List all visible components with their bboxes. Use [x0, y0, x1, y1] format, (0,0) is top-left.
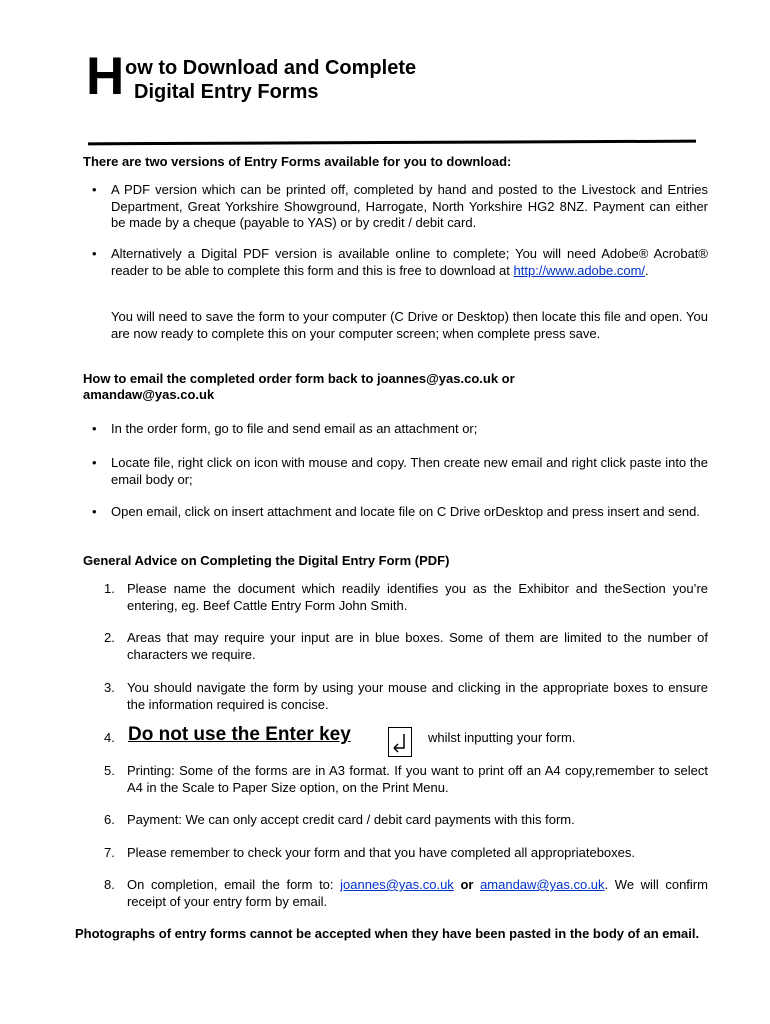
email-step: Open email, click on insert attachment and locate file on C Drive orDesktop and press insert and send.: [111, 504, 700, 519]
title-line-1: ow to Download and Complete: [125, 57, 417, 79]
title-line-2: Digital Entry Forms: [134, 81, 319, 103]
advice-item: whilst inputting your form.: [428, 730, 576, 745]
completion-text-end: . We will confirm receipt of your entry form by email.: [127, 877, 708, 909]
or-word: or: [460, 877, 474, 892]
title-drop-cap: H: [86, 47, 125, 106]
footer-note: Photographs of entry forms cannot be accepted when they have been pasted in the body of an email.: [75, 926, 700, 941]
advice-item: Please name the document which readily identifies you as the Exhibitor and theSection you’re entering, eg. Beef Cattle Entry Form John Smith.: [127, 581, 708, 613]
bullet: •: [92, 182, 97, 197]
email-step: In the order form, go to file and send email as an attachment or;: [111, 421, 478, 436]
list-number: 7.: [104, 845, 115, 860]
enter-key-warning: Do not use the Enter key: [128, 724, 351, 745]
return-arrow-icon: [389, 728, 410, 755]
save-note: You will need to save the form to your computer (C Drive or Desktop) then locate this file and open. You are now ready to complete this on your computer screen; when complete press save.: [111, 309, 708, 341]
advice-item: Areas that may require your input are in blue boxes. Some of them are limited to the number of characters we require.: [127, 630, 708, 662]
enter-key-icon: [388, 727, 412, 757]
adobe-link[interactable]: http://www.adobe.com/: [513, 262, 646, 278]
list-number: 6.: [104, 812, 115, 827]
version-pdf-print: A PDF version which can be printed off, completed by hand and posted to the Livestock and Entries Department, Great Yorkshire Showground, Harrogate, North Yorkshire HG2 8NZ. Payment can either be made by a cheque (payable to YAS) or by credit / debit card.: [111, 182, 708, 230]
version-digital-end: .: [645, 262, 649, 278]
list-number: 5.: [104, 763, 115, 778]
email-step: Locate file, right click on icon with mouse and copy. Then create new email and right click paste into the email body or;: [111, 455, 708, 487]
advice-heading: General Advice on Completing the Digital Entry Form (PDF): [83, 553, 450, 568]
advice-item-completion: [127, 877, 708, 910]
list-number: 8.: [104, 877, 115, 892]
bullet: •: [92, 421, 97, 436]
version-digital-pdf: [111, 246, 708, 279]
email-heading: How to email the completed order form back to joannes@yas.co.uk or amandaw@yas.co.uk: [83, 371, 515, 402]
bullet: •: [92, 455, 97, 470]
list-number: 2.: [104, 630, 115, 645]
list-number: 4.: [104, 730, 115, 745]
amandaw-email-link[interactable]: amandaw@yas.co.uk: [480, 877, 605, 892]
advice-item: Payment: We can only accept credit card / debit card payments with this form.: [127, 812, 575, 827]
version-digital-text: Alternatively a Digital PDF version is available online to complete; You will need Adobe® Acrobat® reader to be able to complete this form and this is free to download at: [111, 246, 708, 278]
list-number: 3.: [104, 680, 115, 695]
bullet: •: [92, 246, 97, 261]
bullet: •: [92, 504, 97, 519]
joannes-email-link[interactable]: joannes@yas.co.uk: [340, 877, 454, 892]
advice-item: Printing: Some of the forms are in A3 format. If you want to print off an A4 copy,remember to select A4 in the Scale to Paper Size option, on the Print Menu.: [127, 763, 708, 795]
intro-heading: There are two versions of Entry Forms available for you to download:: [83, 154, 512, 169]
title-divider: [88, 140, 696, 146]
list-number: 1.: [104, 581, 115, 596]
advice-item: Please remember to check your form and that you have completed all appropriateboxes.: [127, 845, 635, 860]
completion-text: On completion, email the form to:: [127, 877, 341, 892]
advice-item: You should navigate the form by using your mouse and clicking in the appropriate boxes to ensure the information required is concise.: [127, 680, 708, 712]
